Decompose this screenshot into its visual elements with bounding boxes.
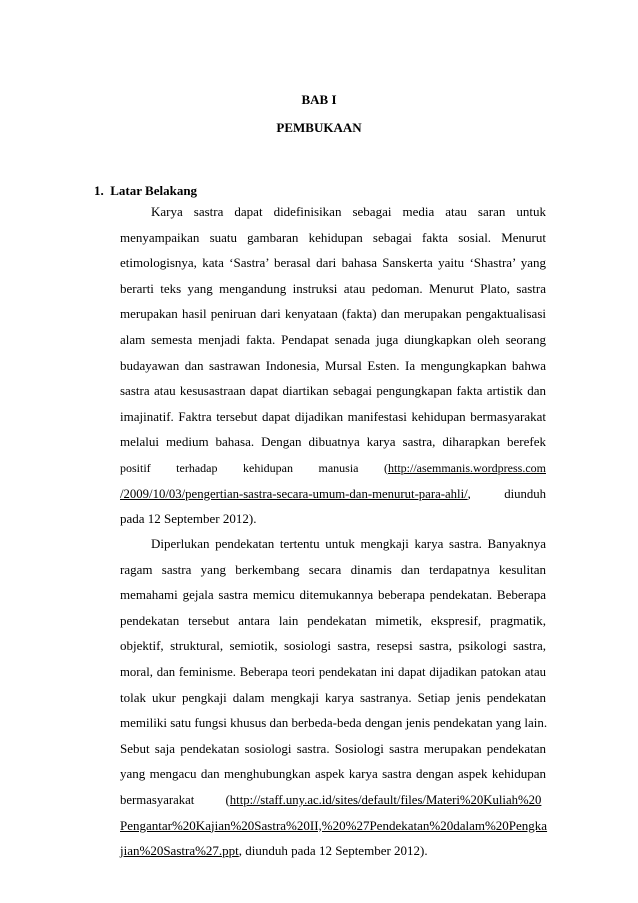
source-link-asemmanis-continued[interactable]: /2009/10/03/pengertian-sastra-secara-umum-dan-menurut-para-ahli/ xyxy=(120,486,468,501)
source-link-uny-continued[interactable]: Pengantar%20Kajian%20Sastra%20II,%20%27Pendekatan%20dalam%20Pengka xyxy=(120,817,548,833)
paragraph-line: tolak ukur pengkaji dalam mengkaji karya sastranya. Setiap jenis pendekatan xyxy=(120,689,546,705)
paragraph-line: menyampaikan suatu gambaran kehidupan sebagai fakta sosial. Menurut xyxy=(120,229,546,245)
paragraph-line: etimologisnya, kata ‘Sastra’ berasal dari bahasa Sanskerta yaitu ‘Shastra’ yang xyxy=(120,255,546,271)
paragraph-line: alam semesta menjadi fakta. Pendapat senada juga diungkapkan oleh seorang xyxy=(120,331,546,347)
paragraph-1 xyxy=(120,203,546,536)
source-link-uny[interactable]: http://staff.uny.ac.id/sites/default/files/Materi%20Kuliah%20 xyxy=(229,792,542,807)
paragraph-line: Karya sastra dapat didefinisikan sebagai media atau saran untuk xyxy=(151,204,546,219)
paragraph-line: pendekatan tersebut antara lain pendekatan mimetik, ekspresif, pragmatik, xyxy=(120,612,546,628)
paragraph-line xyxy=(120,817,546,843)
chapter-number: BAB I xyxy=(301,92,337,107)
paragraph-line xyxy=(120,791,546,817)
paragraph-line: moral, dan feminisme. Beberapa teori pendekatan ini dapat dijadikan patokan atau xyxy=(120,664,546,679)
paragraph-line: sastra atau kesusastraan dapat diartikan sebagai pengungkapan fakta artistik dan xyxy=(120,383,546,399)
paragraph-line xyxy=(120,842,546,868)
source-link-asemmanis[interactable]: http://asemmanis.wordpress.com xyxy=(388,460,546,475)
paragraph-line xyxy=(120,485,546,511)
chapter-title: PEMBUKAAN xyxy=(276,120,362,135)
paragraph-line: pada 12 September 2012). xyxy=(120,511,257,527)
paragraph-line: melalui medium bahasa. Dengan dibuatnya karya sastra, diharapkan berefek xyxy=(120,434,546,450)
paragraph-line: berarti teks yang mengandung instruksi atau pedoman. Menurut Plato, sastra xyxy=(120,280,546,296)
paragraph-line: memahami gejala sastra memicu ditemukannya beberapa pendekatan. Beberapa xyxy=(120,587,546,603)
line-text: positif terhadap kehidupan manusia ( xyxy=(120,460,389,475)
line-text: , diunduh pada 12 September 2012). xyxy=(238,843,428,859)
line-text: , diunduh xyxy=(467,486,546,501)
paragraph-line: budayawan dan sastrawan Indonesia, Mursal Esten. Ia mengungkapkan bahwa xyxy=(120,357,546,373)
paragraph-line: Sebut saja pendekatan sosiologi sastra. Sosiologi sastra merupakan pendekatan xyxy=(120,740,546,756)
paragraph-line: memiliki satu fungsi khusus dan berbeda-beda dengan jenis pendekatan yang lain. xyxy=(120,715,548,731)
paragraph-line: ragam sastra yang berkembang secara dinamis dan terdapatnya kesulitan xyxy=(120,561,546,577)
paragraph-line: Diperlukan pendekatan tertentu untuk mengkaji karya sastra. Banyaknya xyxy=(151,536,546,551)
source-link-uny-end[interactable]: jian%20Sastra%27.ppt xyxy=(120,843,239,859)
line-text: bermasyarakat ( xyxy=(120,792,230,807)
paragraph-line: merupakan hasil peniruan dari kenyataan (fakta) dan merupakan pengaktualisasi xyxy=(120,306,546,322)
paragraph-line: objektif, struktural, semiotik, sosiologi sastra, resepsi sastra, psikologi sastra, xyxy=(120,638,546,654)
paragraph-line: yang mengacu dan menghubungkan aspek karya sastra dengan aspek kehidupan xyxy=(120,766,546,782)
paragraph-line xyxy=(120,459,546,485)
paragraph-2 xyxy=(120,535,546,868)
paragraph-line: imajinatif. Faktra tersebut dapat dijadikan manifestasi kehidupan bermasyarakat xyxy=(120,408,546,424)
section-heading: 1. Latar Belakang xyxy=(94,183,198,198)
